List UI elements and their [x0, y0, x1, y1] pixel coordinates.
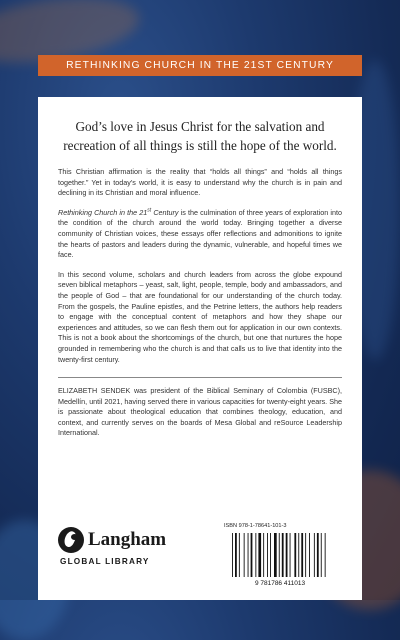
author-bio: ELIZABETH SENDEK was president of the Biblical Seminary of Colombia (FUSBC), Medellín, until 2021, having served there in various capacities for twenty-eight years. She is passionate about theological education that combines theology, education, and context, and currently serves on the boards of Mesa Global and reSource Leadership International.: [58, 386, 342, 438]
barcode-bar: [305, 533, 306, 577]
barcode-bar: [274, 533, 277, 577]
paragraph-volume: In this second volume, scholars and church leaders from across the globe expound seven biblical metaphors – yeast, salt, light, people, temple, body and ambassadors, and the people of God – that are foundational for our understanding of the church today. From the gospels, the Pauline epistles, and the Petrine letters, the authors help readers to engage with the conceptual content of metaphors and how they shape our experiences and attitudes, so we can flesh them out for application in our own contexts. This is not a book about the shortcomings of the church, but one that nurtures the hope grounded in remembering who the church is and that calls us to live that identity into the twenty-first century.: [58, 269, 342, 364]
barcode-bar: [263, 533, 264, 577]
barcode-bar: [286, 533, 288, 577]
publisher-logo: [58, 527, 166, 553]
paragraph-affirmation: This Christian affirmation is the reality that “holds all things” and “holds all things together.” Yet in today’s world, it is easy to understand why the church is in pain and declining in its Christian and moral influence.: [58, 167, 342, 198]
barcode-bar: [270, 533, 271, 577]
barcode-bar: [309, 533, 310, 577]
book-title-italic: Rethinking Church in the 21st Century: [58, 207, 179, 217]
barcode-bar: [301, 533, 303, 577]
barcode-bar: [321, 533, 322, 577]
barcode-bar: [290, 533, 291, 577]
barcode-bar: [232, 533, 233, 577]
publisher-imprint: GLOBAL LIBRARY: [60, 557, 150, 566]
barcode-bar: [282, 533, 284, 577]
series-band: [38, 55, 362, 76]
barcode-bar: [267, 533, 268, 577]
barcode-bar: [255, 533, 256, 577]
barcode-bar: [317, 533, 319, 577]
barcode: [226, 531, 334, 587]
barcode-bar: [251, 533, 253, 577]
barcode-digits: 9 781786 411013: [254, 580, 306, 587]
paragraph-overview: Rethinking Church in the 21st Century is the culmination of three years of exploration into the condition of the church around the world today. Bringing together a diverse community of Christian voices, these essays offer reflections and admonitions to ignite the hearts of pastors and leaders during the dynamic, vulnerable, and hopeful times we face.: [58, 207, 342, 260]
barcode-bar: [325, 533, 326, 577]
barcode-bar: [248, 533, 249, 577]
barcode-bar: [239, 533, 240, 577]
series-title: RETHINKING CHURCH IN THE 21ST CENTURY: [66, 60, 334, 71]
barcode-bar: [294, 533, 296, 577]
globe-icon: [58, 527, 84, 553]
barcode-bar: [298, 533, 299, 577]
barcode-bar: [235, 533, 237, 577]
barcode-bar: [244, 533, 245, 577]
barcode-bar: [279, 533, 280, 577]
isbn-label: ISBN 978-1-78641-101-3: [224, 523, 287, 529]
barcode-graphic: [226, 531, 334, 587]
back-cover-panel: [38, 97, 362, 600]
footer: [58, 517, 342, 597]
publisher-name: Langham: [88, 529, 167, 550]
barcode-bar: [314, 533, 315, 577]
barcode-bar: [258, 533, 261, 577]
lead-statement: God’s love in Jesus Christ for the salvation and recreation of all things is still the hope of the world.: [63, 119, 337, 153]
divider: [58, 377, 342, 378]
